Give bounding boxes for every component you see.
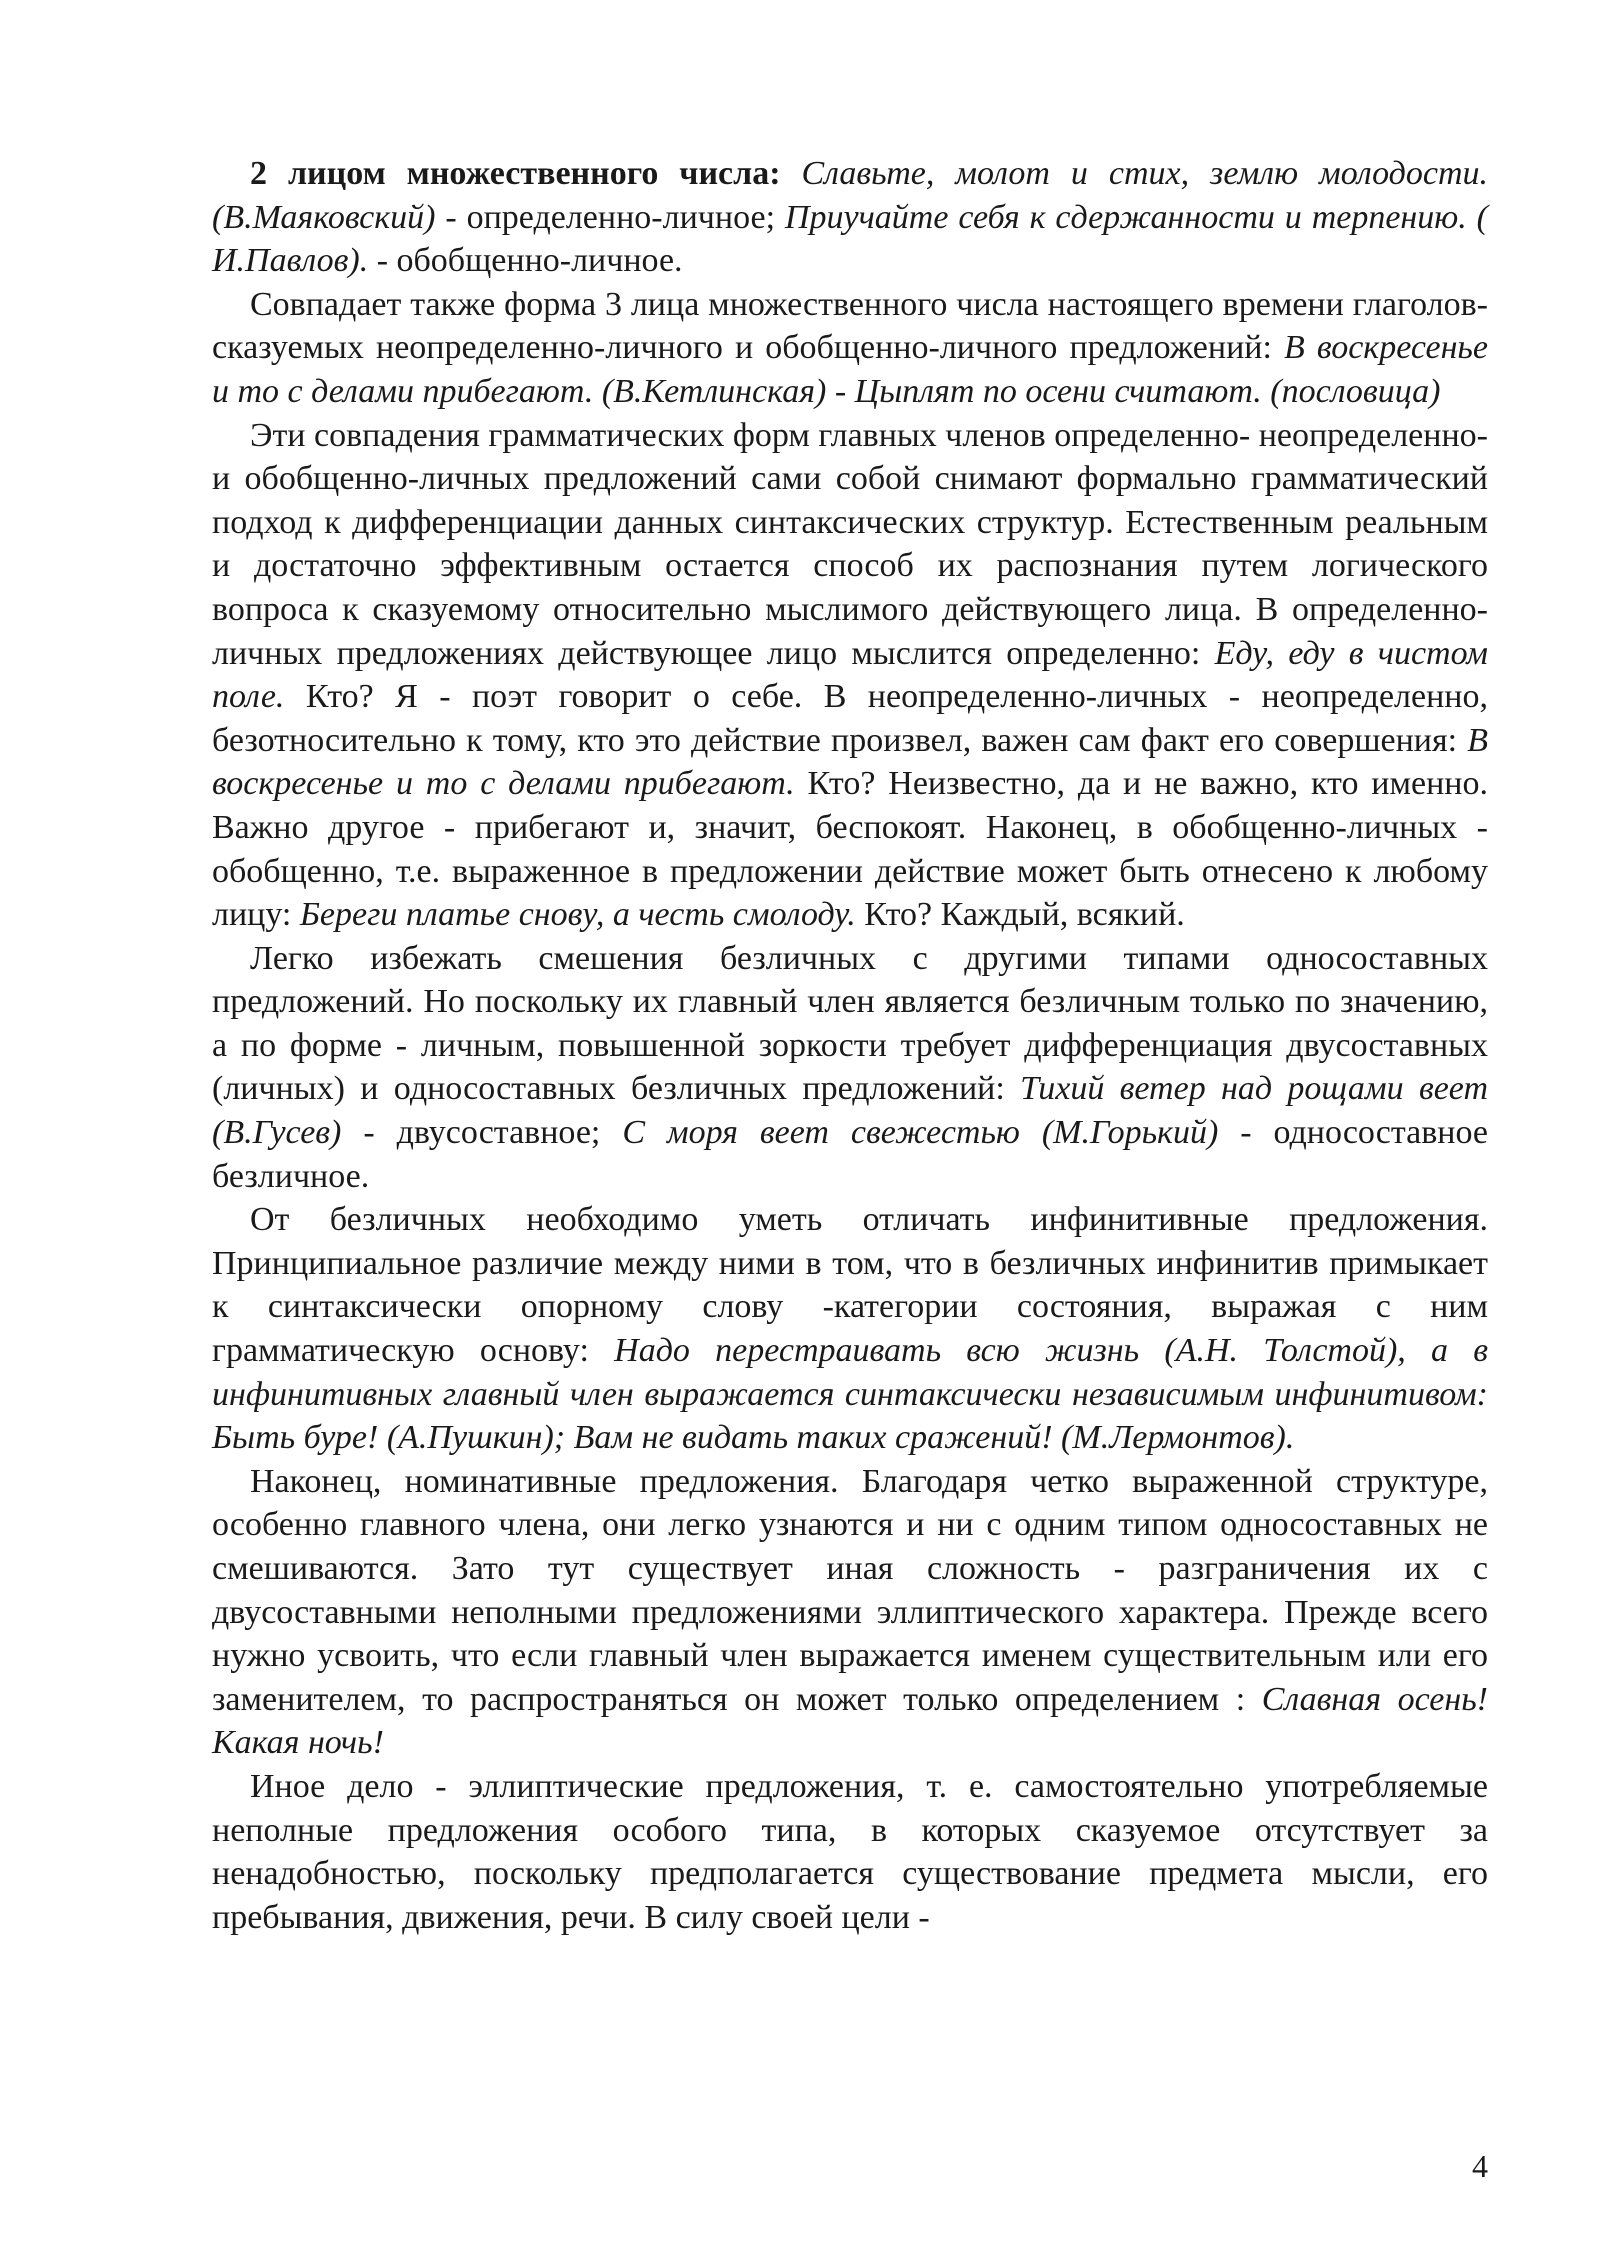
- example-text: С моря веет свежестью (М.Горький): [622, 1114, 1219, 1152]
- paragraph-text: Наконец, номинативные предложения. Благодаря четко выраженной структуре, особенно главного члена, они легко узнаются и ни с одним типом односоставных не смешиваются. Зато тут существует иная сложность - разграничения их с двусоставными неполными предложениями эллиптического характера. Прежде всего нужно усвоить, что если главный член выражается именем существительным или его заменителем, то распространяться он может только определением :: [212, 1462, 1488, 1718]
- paragraph-text: Кто? Неизвестно, да и не важно, кто именно. Важно другое - прибегают и, значит, беспокоят. Наконец, в обобщенно-личных - обобщенно, т.е. выраженное в предложении действие может быть отнесено к любому лицу:: [212, 765, 1488, 934]
- example-text: Еду, еду в чистом поле.: [212, 634, 1488, 716]
- paragraph: [212, 152, 1488, 283]
- paragraph: [212, 937, 1488, 1199]
- paragraph-text: [781, 155, 802, 192]
- paragraph-text: От безличных необходимо уметь отличать инфинитивные предложения. Принципиальное различие между ними в том, что в безличных инфинитив примыкает к синтаксически опорному слову -категории состояния, выражая с ним грамматическую основу:: [212, 1201, 1488, 1370]
- paragraph-text: - обобщенно-личное.: [368, 242, 683, 280]
- paragraph: [212, 1460, 1488, 1765]
- body-text: [212, 152, 1488, 1939]
- paragraph: [212, 1198, 1488, 1460]
- paragraph-text: Кто? Я - поэт говорит о себе. В неопределенно-личных - неопределенно, безотносительно к тому, кто это действие произвел, важен сам факт его совершения:: [212, 678, 1488, 759]
- paragraph-text: Кто? Каждый, всякий.: [855, 896, 1185, 934]
- example-text: Славная осень! Какая ночь!: [212, 1680, 1488, 1762]
- paragraph-text: - определенно-личное;: [435, 198, 785, 236]
- paragraph-text: Легко избежать смешения безличных с другими типами односоставных предложений. Но поскольку их главный член является безличным только по значению, а по форме - личным, повышенной зоркости требует дифференциация двусоставных (личных) и односоставных безличных предложений:: [212, 939, 1488, 1108]
- example-text: Тихий ветер над рощами веет (В.Гусев): [212, 1070, 1489, 1152]
- paragraph: [212, 283, 1488, 414]
- example-text: В воскресенье и то с делами прибегают.: [212, 721, 1488, 803]
- bold-heading-text: 2 лицом множественного числа:: [250, 155, 781, 192]
- page-number: 4: [1472, 2148, 1488, 2184]
- paragraph-text: Эти совпадения грамматических форм главных членов определенно- неопределенно- и обобщенно-личных предложений сами собой снимают формально грамматический подход к дифференциации данных синтаксических структур. Естественным реальным и достаточно эффективным остается способ их распознания путем логического вопроса к сказуемому относительно мыслимого действующего лица. В определенно-личных предложениях действующее лицо мыслится определенно:: [212, 416, 1488, 672]
- paragraph-text: Совпадает также форма 3 лица множественного числа настоящего времени глаголов-сказуемых неопределенно-личного и обобщенно-личного предложений:: [212, 285, 1488, 367]
- paragraph: [212, 414, 1488, 937]
- paragraph-text: Иное дело - эллиптические предложения, т. е. самостоятельно употребляемые неполные предложения особого типа, в которых сказуемое отсутствует за ненадобностью, поскольку предполагается существование предмета мысли, его пребывания, движения, речи. В силу своей цели -: [212, 1767, 1488, 1936]
- paragraph-text: - двусоставное;: [341, 1114, 623, 1152]
- paragraph-text: - односоставное безличное.: [212, 1114, 1488, 1195]
- example-text: Береги платье снову, а честь смолоду.: [299, 896, 856, 934]
- example-text: В воскресенье и то с делами прибегают. (В.Кетлинская) - Цыплят по осени считают. (пословица): [212, 329, 1488, 410]
- example-text: Приучайте себя к сдержанности и терпению. ( И.Павлов).: [212, 198, 1488, 280]
- example-text: Надо перестраивать всю жизнь (А.Н. Толстой), а в инфинитивных главный член выражается синтаксически независимым инфинитивом: Быть буре! (А.Пушкин); Вам не видать таких сражений! (М.Лермонтов).: [212, 1332, 1489, 1457]
- example-text: Славьте, молот и стих, землю молодости. (В.Маяковский): [212, 155, 1489, 236]
- paragraph: [212, 1765, 1488, 1939]
